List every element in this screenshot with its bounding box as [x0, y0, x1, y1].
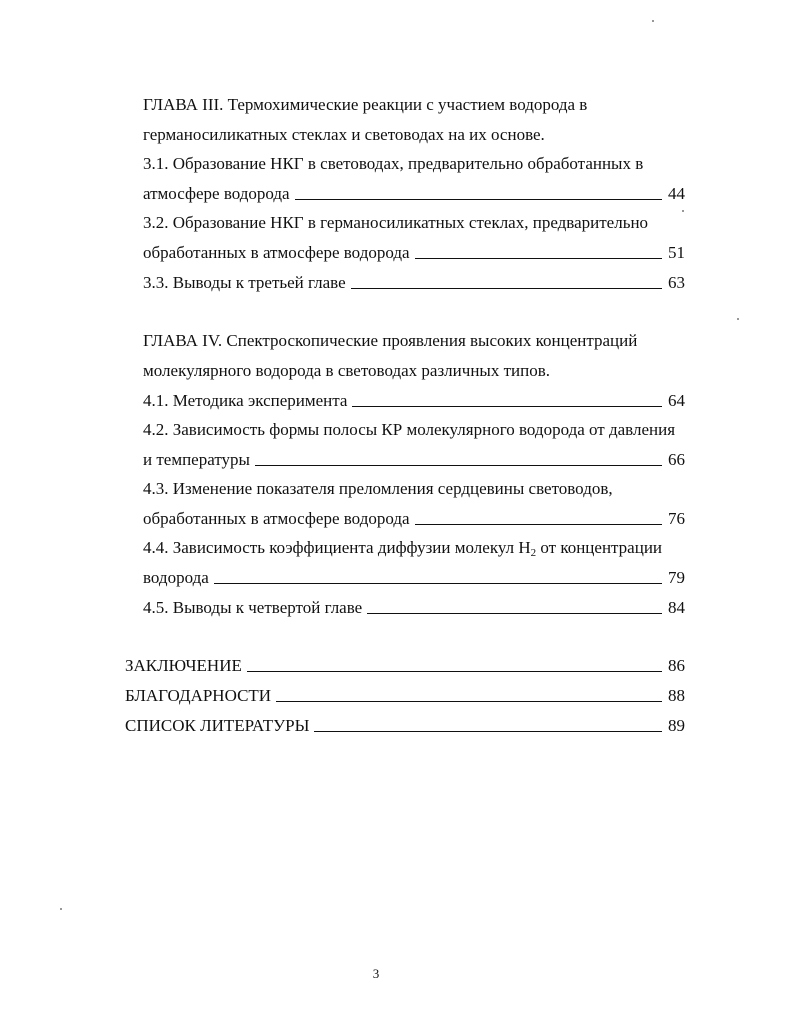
- leader-line: [352, 406, 662, 407]
- scan-speck: [652, 20, 654, 22]
- toc-entry-3-1-line2: атмосфере водорода: [143, 184, 290, 203]
- chapter4-title-line2: молекулярного водорода в световодах различных типов.: [143, 361, 550, 380]
- page-ref: 79: [668, 568, 685, 587]
- page-number: 3: [372, 966, 380, 981]
- toc-entry-4-3-line2: обработанных в атмосфере водорода: [143, 509, 410, 528]
- toc-entry-4-4-text-post: от концентрации: [536, 538, 663, 557]
- toc-entry-3-3-label: 3.3. Выводы к третьей главе: [143, 273, 346, 292]
- toc-entry-acknowledgements[interactable]: [125, 686, 685, 706]
- toc-entry-3-2-line1: 3.2. Образование НКГ в германосиликатных стеклах, предварительно: [143, 213, 649, 232]
- toc-entry-3-3[interactable]: [143, 273, 685, 293]
- toc-entry-3-2[interactable]: [143, 243, 685, 263]
- chapter3-title-line1: ГЛАВА III. Термохимические реакции с участием водорода в: [143, 95, 588, 114]
- page-ref: 63: [668, 273, 685, 292]
- toc-entry-references[interactable]: [125, 716, 685, 736]
- toc-entry-conclusion[interactable]: [125, 656, 685, 676]
- toc-entry-3-1[interactable]: [143, 184, 685, 204]
- page-ref: 51: [668, 243, 685, 262]
- page-ref: 88: [668, 686, 685, 705]
- toc-entry-3-2-line2: обработанных в атмосфере водорода: [143, 243, 410, 262]
- scan-speck: [682, 210, 684, 212]
- page-ref: 66: [668, 450, 685, 469]
- leader-line: [295, 199, 662, 200]
- page-ref: 89: [668, 716, 685, 735]
- toc-entry-4-1[interactable]: [143, 391, 685, 411]
- toc-entry-4-4-line2: водорода: [143, 568, 209, 587]
- conclusion-label: ЗАКЛЮЧЕНИЕ: [125, 656, 242, 675]
- toc-entry-4-2[interactable]: [143, 450, 685, 470]
- leader-line: [351, 288, 662, 289]
- toc-entry-4-4[interactable]: [143, 568, 685, 588]
- leader-line: [255, 465, 662, 466]
- toc-entry-4-1-label: 4.1. Методика эксперимента: [143, 391, 348, 410]
- page-ref: 84: [668, 598, 685, 617]
- toc-entry-4-3-line1: 4.3. Изменение показателя преломления сердцевины световодов,: [143, 479, 613, 498]
- toc-entry-4-4-line1: [143, 538, 662, 563]
- acknowledgements-label: БЛАГОДАРНОСТИ: [125, 686, 272, 705]
- scan-speck: [737, 318, 739, 320]
- page-ref: 64: [668, 391, 685, 410]
- toc-entry-3-1-line1: 3.1. Образование НКГ в световодах, предварительно обработанных в: [143, 154, 644, 173]
- chapter3-title-line2: германосиликатных стеклах и световодах на их основе.: [143, 125, 545, 144]
- scan-speck: [60, 908, 62, 910]
- leader-line: [415, 258, 662, 259]
- toc-entry-4-2-line2: и температуры: [143, 450, 250, 469]
- toc-entry-4-3[interactable]: [143, 509, 685, 529]
- toc-entry-4-5[interactable]: [143, 598, 685, 618]
- leader-line: [247, 671, 662, 672]
- chapter4-title-line1: ГЛАВА IV. Спектроскопические проявления высоких концентраций: [143, 331, 638, 350]
- page-ref: 44: [668, 184, 685, 203]
- toc-entry-4-5-label: 4.5. Выводы к четвертой главе: [143, 598, 363, 617]
- toc-entry-4-4-text-pre: 4.4. Зависимость коэффициента диффузии молекул H: [143, 538, 531, 557]
- toc-entry-4-2-line1: 4.2. Зависимость формы полосы КР молекулярного водорода от давления: [143, 420, 676, 439]
- page-ref: 86: [668, 656, 685, 675]
- leader-line: [367, 613, 662, 614]
- page-ref: 76: [668, 509, 685, 528]
- leader-line: [415, 524, 662, 525]
- subscript-2: 2: [530, 547, 537, 559]
- leader-line: [314, 731, 662, 732]
- leader-line: [214, 583, 662, 584]
- leader-line: [276, 701, 662, 702]
- references-label: СПИСОК ЛИТЕРАТУРЫ: [125, 716, 310, 735]
